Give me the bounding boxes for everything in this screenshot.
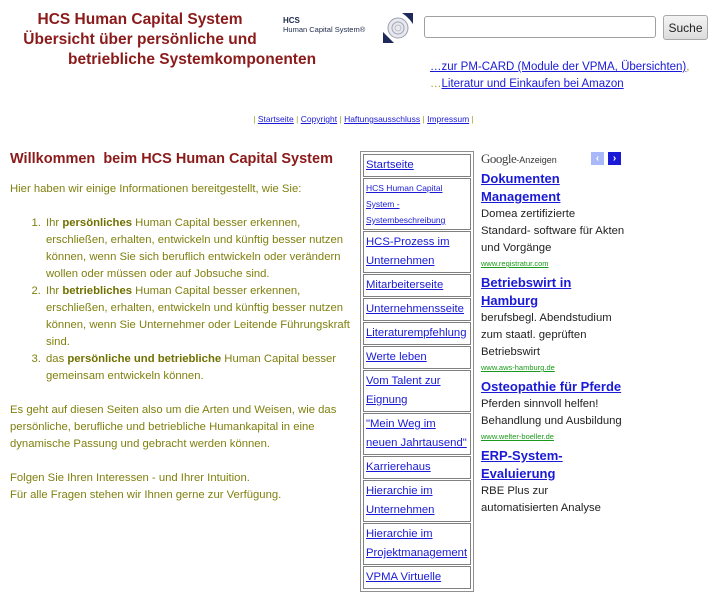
side-nav-item: VPMA Virtuelle	[363, 566, 471, 589]
ad-title[interactable]: Osteopathie für Pferde	[481, 379, 622, 394]
list-item: 3. das persönliche und betriebliche Human Capital besser gemeinsam entwickeln können.	[44, 351, 360, 385]
ad-title[interactable]: ERP-System-Evaluierung	[481, 448, 563, 481]
side-nav	[360, 151, 474, 592]
footer-link-startseite[interactable]: Startseite	[257, 114, 294, 124]
ad-body: RBE Plus zur automatisierten Analyse	[481, 485, 601, 514]
ad-url[interactable]: www.aws-hamburg.de	[481, 363, 555, 372]
summary-paragraph: Es geht auf diesen Seiten also um die Arten und Weisen, wie das persönliche, berufliche und betriebliche Humankapital in eine dynamische Passung und gebracht werden können.	[10, 404, 337, 450]
benefits-list	[10, 215, 360, 385]
side-nav-item: Werte leben	[363, 346, 471, 369]
ad-title[interactable]: Betriebswirt in Hamburg	[481, 275, 572, 308]
title-line-1: HCS Human Capital System	[37, 11, 243, 28]
pm-card-link[interactable]: …zur PM-CARD (Module der VPMA, Übersichten)	[430, 61, 687, 73]
side-nav-item: Vom Talent zur Eignung	[363, 370, 471, 412]
top-links: …zur PM-CARD (Module der VPMA, Übersichten), …Literatur und Einkaufen bei Amazon	[430, 61, 690, 90]
side-nav-item: Hierarchie im Projektmanagement	[363, 523, 471, 565]
ad-body: berufsbegl. Abendstudium zum staatl. geprüften Betriebswirt	[481, 312, 612, 358]
google-brand: Google	[481, 151, 517, 166]
logo-name: Human Capital System®	[283, 25, 366, 34]
logo-emblem-icon	[380, 10, 416, 46]
search-button[interactable]: Suche	[663, 15, 708, 40]
side-nav-item: Karrierehaus	[363, 456, 471, 479]
side-nav-item: Literaturempfehlung	[363, 322, 471, 345]
logo-abbr: HCS	[283, 16, 300, 25]
site-title	[0, 10, 317, 68]
chevron-left-icon[interactable]: ‹	[591, 152, 604, 165]
side-nav-item: HCS Human Capital System - Systembeschreibung	[363, 178, 471, 230]
ad-item	[481, 447, 627, 517]
closing-line-1: Folgen Sie Ihren Interessen - und Ihrer Intuition.	[10, 472, 250, 484]
side-nav-item: Startseite	[363, 154, 471, 177]
amazon-link[interactable]: Literatur und Einkaufen bei Amazon	[441, 78, 624, 90]
footer-link-impressum[interactable]: Impressum	[427, 114, 470, 124]
closing-line-2: Für alle Fragen stehen wir Ihnen gerne zur Verfügung.	[10, 489, 282, 501]
footer-link-haftungsausschluss[interactable]: Haftungsausschluss	[344, 114, 421, 124]
page-heading: Willkommen beim HCS Human Capital System	[10, 151, 333, 167]
ad-url[interactable]: www.welter-boeller.de	[481, 432, 554, 441]
ad-item	[481, 170, 627, 270]
ad-item	[481, 378, 627, 443]
google-ads	[481, 150, 627, 517]
side-nav-item: "Mein Weg im neuen Jahrtausend"	[363, 413, 471, 455]
search-input[interactable]	[424, 16, 656, 38]
hcs-logo	[283, 13, 418, 43]
main-content	[10, 181, 360, 504]
side-nav-item: Unternehmensseite	[363, 298, 471, 321]
side-nav-item: Mitarbeiterseite	[363, 274, 471, 297]
list-item: 2. Ihr betriebliches Human Capital besser erkennen, erschließen, erhalten, entwickeln und künftig besser nutzen können, wenn Sie Unternehmer oder Leitende Führungskraft sind.	[44, 283, 360, 351]
ads-label: -Anzeigen	[516, 155, 557, 165]
title-line-3: betriebliche Systemkomponenten	[68, 51, 317, 68]
ad-url[interactable]: www.registratur.com	[481, 259, 549, 268]
footer-nav: | Startseite | Copyright | Haftungsausschluss | Impressum |	[253, 114, 474, 124]
ad-body: Domea zertifizierte Standard- software für Akten und Vorgänge	[481, 208, 625, 254]
ad-title[interactable]: Dokumenten Management	[481, 171, 561, 204]
list-item: 1. Ihr persönliches Human Capital besser erkennen, erschließen, erhalten, entwickeln und künftig besser nutzen können, wenn Sie sich beruflich entwickeln oder verändern wollen oder müssen oder auf Jobsuche sind.	[44, 215, 360, 283]
intro-text: Hier haben wir einige Informationen bereitgestellt, wie Sie:	[10, 183, 302, 195]
ad-item	[481, 274, 627, 374]
chevron-right-icon[interactable]: ›	[608, 152, 621, 165]
title-line-2: Übersicht über persönliche und	[23, 31, 257, 48]
side-nav-item: HCS-Prozess im Unternehmen	[363, 231, 471, 273]
side-nav-item: Hierarchie im Unternehmen	[363, 480, 471, 522]
footer-link-copyright[interactable]: Copyright	[300, 114, 338, 124]
ad-body: Pferden sinnvoll helfen! Behandlung und Ausbildung	[481, 398, 622, 427]
